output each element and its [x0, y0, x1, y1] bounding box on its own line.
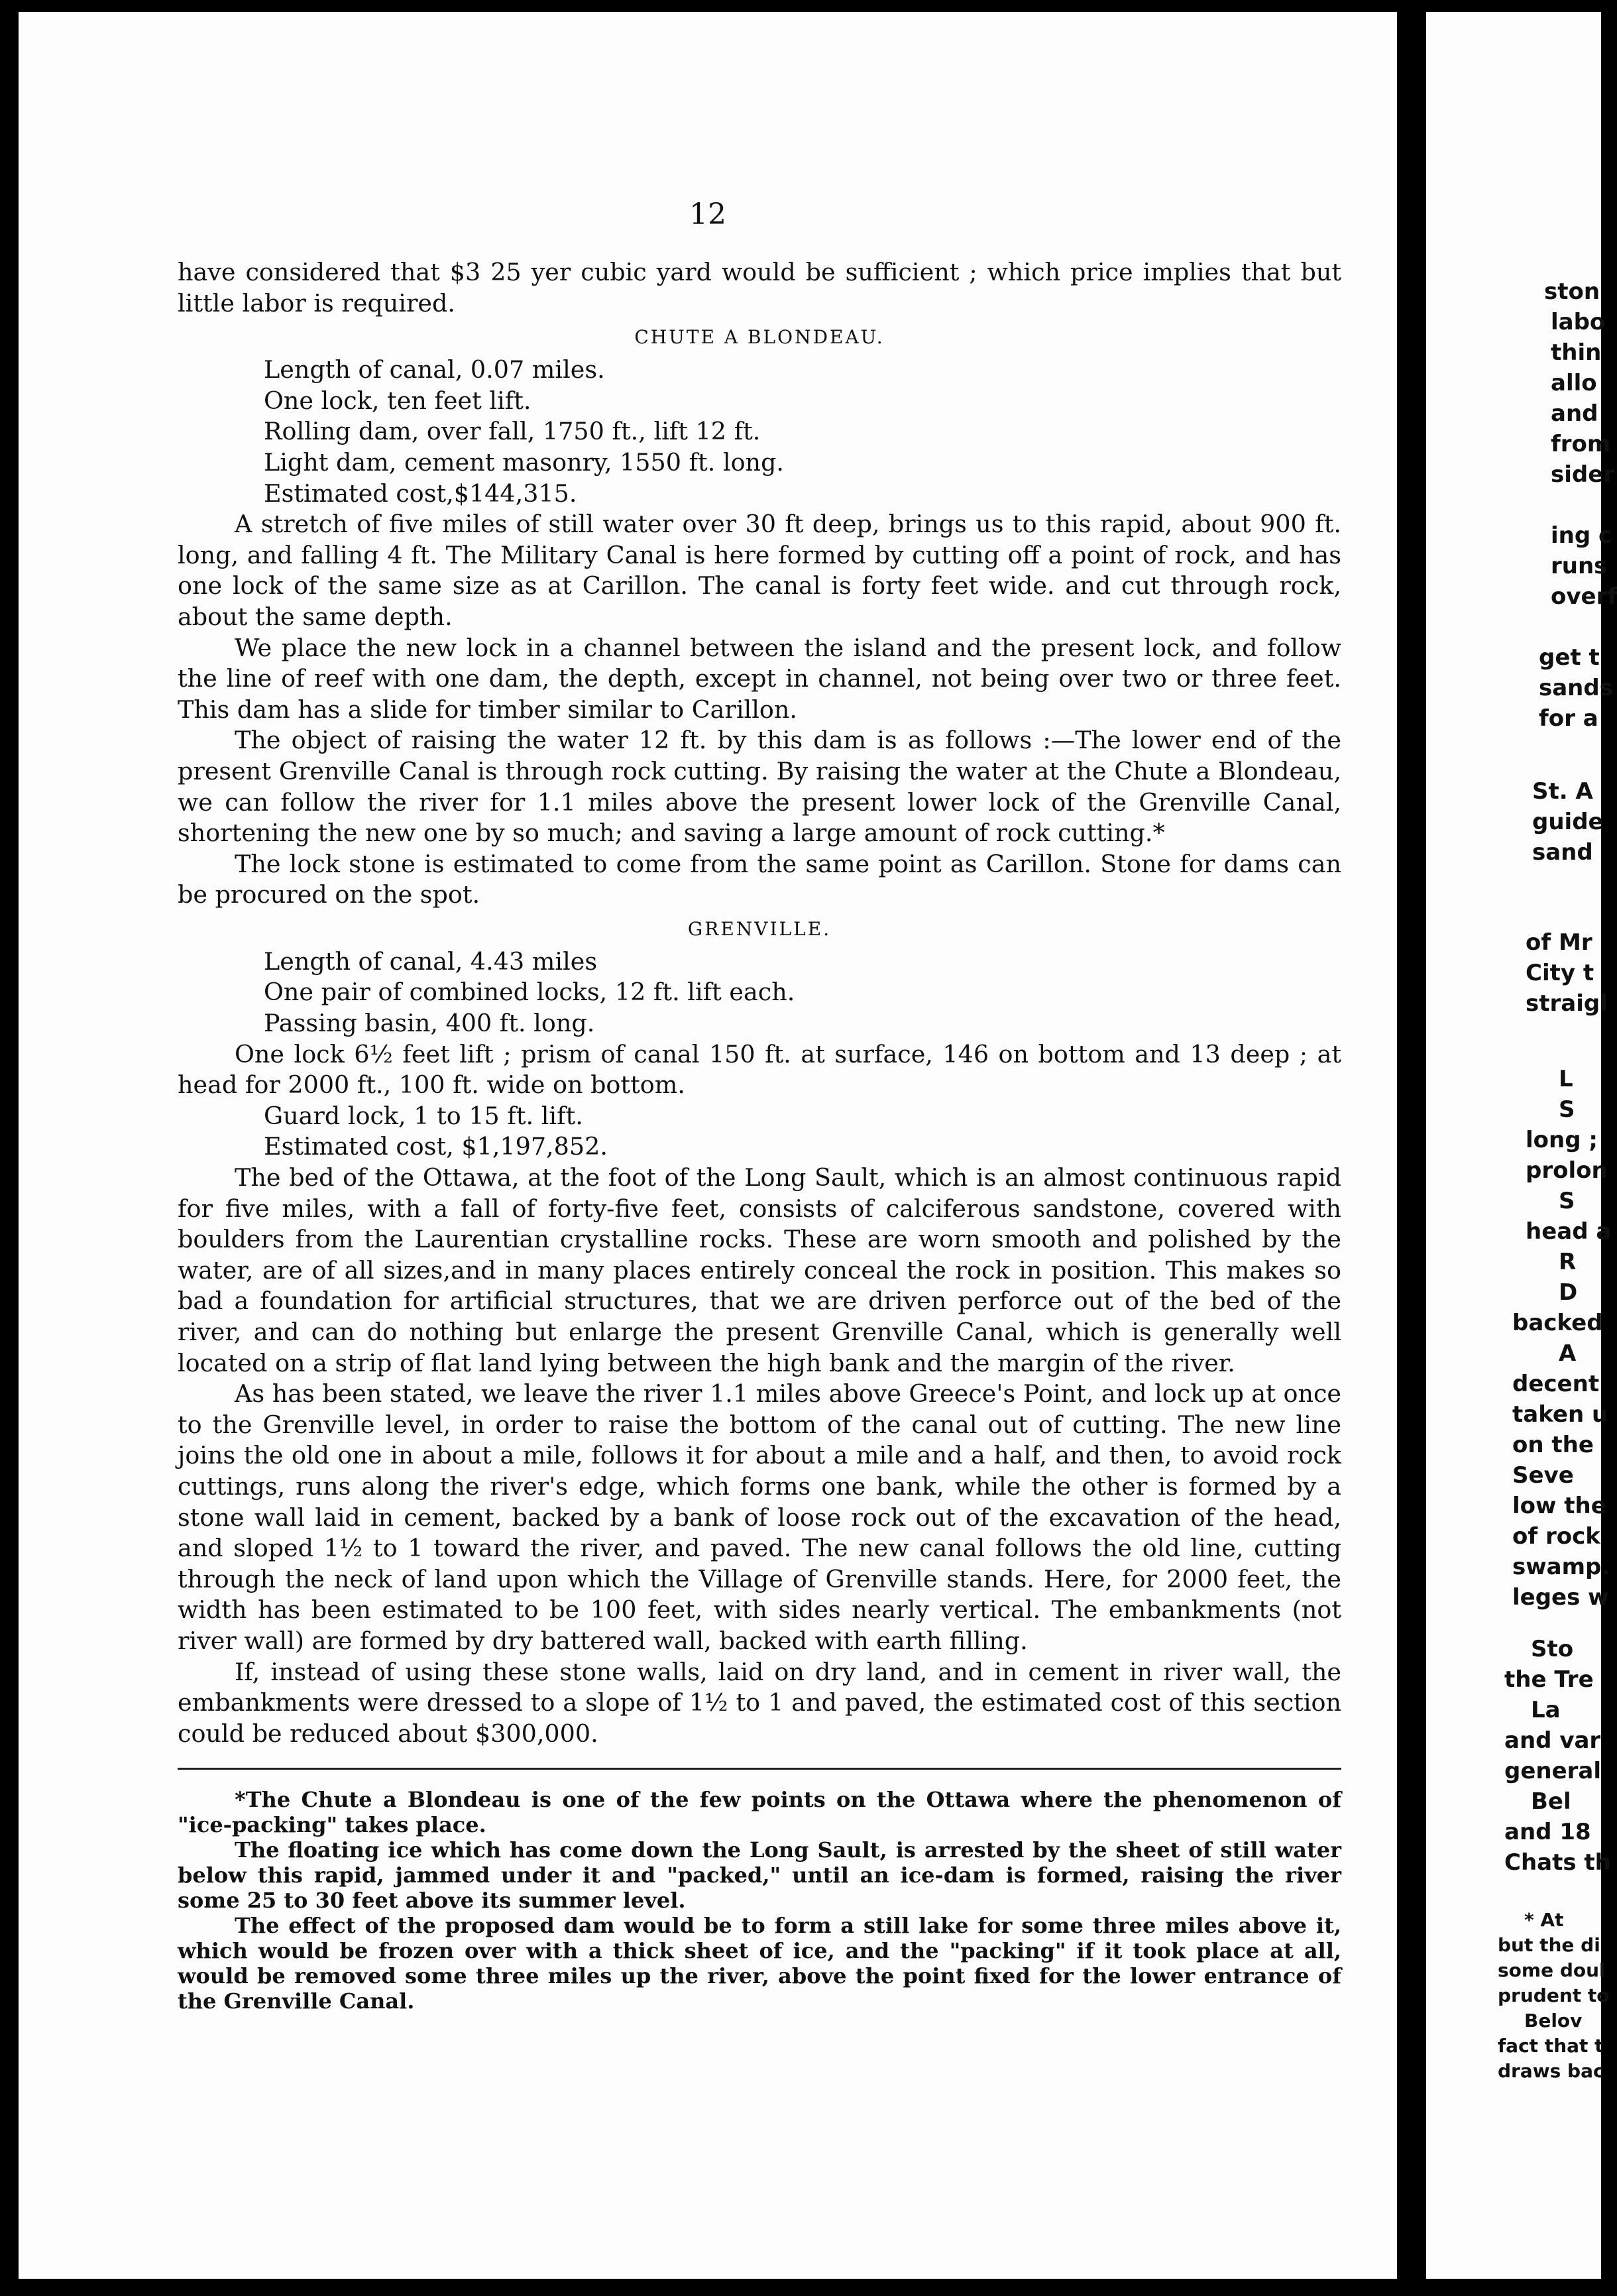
fragment-line: and [1551, 400, 1598, 427]
spec-line: Guard lock, 1 to 15 ft. lift. [264, 1101, 583, 1130]
fragment-line: of rock [1512, 1523, 1600, 1550]
fragment-footnote-line: * At [1524, 1909, 1564, 1931]
fragment-footnote-line: fact that t [1498, 2035, 1604, 2057]
main-page [19, 12, 1397, 2279]
fragment-line: allo [1551, 370, 1597, 396]
spec-line: Estimated cost,$144,315. [264, 479, 577, 508]
body-paragraph: The object of raising the water 12 ft. by this dam is as follows :—The lower end of the present Grenville Canal is through rock cutting. By raising the water at the Chute a Blondeau, we can follow the river for 1.1 miles above the present lower lock of the Grenville Canal, shortening the new one by so much; and saving a large amount of rock cutting.* [178, 726, 1341, 848]
fragment-line: D [1559, 1279, 1578, 1306]
fragment-line: sand [1532, 839, 1593, 866]
spec-line: Length of canal, 0.07 miles. [264, 355, 605, 384]
spec-line: One lock, ten feet lift. [264, 386, 531, 415]
page-number: 12 [689, 198, 726, 231]
lock-spec-paragraph: One lock 6½ feet lift ; prism of canal 150 ft. at surface, 146 on bottom and 13 deep ; at head for 2000 ft., 100 ft. wide on bottom. [178, 1039, 1341, 1100]
fragment-line: overf [1551, 583, 1617, 610]
body-paragraph: A stretch of five miles of still water over 30 ft deep, brings us to this rapid, about 900 ft. long, and falling 4 ft. The Military Canal is here formed by cutting off a point of rock, and has one lock of the same size as at Carillon. The canal is forty feet wide. and cut through rock, about the same depth. [178, 510, 1341, 631]
intro-paragraph: have considered that $3 25 yer cubic yard would be sufficient ; which price implies that but little labor is required. [178, 258, 1341, 317]
fragment-line: sands [1539, 675, 1613, 701]
adjacent-page-fragment [1426, 12, 1617, 2279]
fragment-line: prolon [1526, 1157, 1608, 1184]
spec-line: Passing basin, 400 ft. long. [264, 1009, 595, 1038]
section-heading-grenville: GRENVILLE. [687, 917, 832, 940]
fragment-line: for a [1539, 705, 1598, 732]
fragment-line: swamp. [1512, 1554, 1610, 1580]
body-paragraph: The lock stone is estimated to come from the same point as Carillon. Stone for dams can be procured on the spot. [178, 849, 1341, 909]
fragment-line: Chats th [1504, 1849, 1611, 1876]
fragment-line: Bel [1531, 1788, 1571, 1815]
fragment-line: and 18 [1504, 1819, 1591, 1845]
fragment-line: Seve [1512, 1462, 1574, 1489]
fragment-line: long ; [1526, 1127, 1598, 1153]
spec-line: Length of canal, 4.43 miles [264, 947, 598, 976]
spec-line: Estimated cost, $1,197,852. [264, 1132, 608, 1161]
spec-line: Light dam, cement masonry, 1550 ft. long. [264, 447, 785, 477]
fragment-line: labo [1551, 309, 1606, 335]
fragment-line: decent [1512, 1371, 1600, 1397]
footnote: The floating ice which has come down the Long Sault, is arrested by the sheet of still water below this rapid, jammed under it and "packed," until an ice-dam is formed, raising the river some 25 to 30 feet above its summer level. [178, 1837, 1341, 1914]
body-paragraph: The bed of the Ottawa, at the foot of the Long Sault, which is an almost continuous rapid for five miles, with a fall of forty-five feet, consists of calciferous sandstone, covered with boulders from the Laurentian crystalline rocks. These are worn smooth and polished by the water, are of all sizes,and in many places entirely conceal the rock in position. This makes so bad a foundation for artificial structures, that we are driven perforce out of the bed of the river, and can do nothing but enlarge the present Grenville Canal, which is generally well located on a strip of flat land lying between the high bank and the margin of the river. [178, 1163, 1341, 1377]
spec-line: Rolling dam, over fall, 1750 ft., lift 12 ft. [264, 417, 761, 446]
fragment-footnote-line: some doul [1498, 1959, 1606, 1981]
fragment-line: the Tre [1504, 1666, 1594, 1693]
fragment-line: head a [1526, 1218, 1612, 1245]
fragment-line: thin [1551, 339, 1602, 366]
fragment-line: City t [1526, 960, 1594, 986]
fragment-line: A [1559, 1340, 1577, 1367]
fragment-line: L [1559, 1066, 1573, 1092]
footnote: The effect of the proposed dam would be to form a still lake for some three miles above it, which would be frozen over with a thick sheet of ice, and the "packing" if it took place at all, would be removed some three miles up the river, above the point fixed for the lower entrance of the Grenville Canal. [178, 1913, 1341, 2014]
fragment-line: guide [1532, 809, 1604, 835]
fragment-line: taken u [1512, 1401, 1608, 1428]
fragment-footnote-line: Belov [1524, 2010, 1583, 2032]
fragment-line: low the [1512, 1493, 1606, 1519]
fragment-line: straigl [1526, 990, 1608, 1017]
fragment-line: ston [1544, 278, 1600, 305]
fragment-line: sider [1551, 461, 1615, 488]
fragment-line: and var [1504, 1727, 1601, 1754]
fragment-line: runs [1551, 553, 1608, 579]
fragment-line: general [1504, 1758, 1602, 1784]
fragment-line: of Mr [1526, 929, 1592, 956]
fragment-line: S [1559, 1188, 1575, 1214]
fragment-line: La [1531, 1697, 1561, 1723]
section-heading-chute-a-blondeau: CHUTE A BLONDEAU. [634, 326, 885, 349]
fragment-line: ing c [1551, 522, 1612, 549]
body-paragraph: As has been stated, we leave the river 1.1 miles above Greece's Point, and lock up at once to the Grenville level, in order to raise the bottom of the canal out of cutting. The new line joins the old one in about a mile, follows it for about a mile and a half, and then, to avoid rock cuttings, runs along the river's edge, which forms one bank, while the other is formed by a stone wall laid in cement, backed by a bank of loose rock out of the excavation of the head, and sloped 1½ to 1 toward the river, and paved. The new canal follows the old line, cutting through the neck of land upon which the Village of Grenville stands. Here, for 2000 feet, the width has been estimated to be 100 feet, with sides nearly vertical. The embankments (not river wall) are formed by dry battered wall, backed with earth filling. [178, 1379, 1341, 1655]
fragment-line: backed [1512, 1310, 1603, 1336]
spec-line: One pair of combined locks, 12 ft. lift each. [264, 978, 795, 1007]
fragment-footnote-line: prudent to [1498, 1984, 1610, 2006]
footnote: *The Chute a Blondeau is one of the few points on the Ottawa where the phenomenon of "ice-packing" takes place. [178, 1787, 1341, 1838]
fragment-line: get t [1539, 644, 1600, 671]
fragment-line: St. A [1532, 778, 1593, 805]
footnotes [178, 1787, 1341, 2014]
fragment-line: on the [1512, 1432, 1594, 1458]
body-paragraph: We place the new lock in a channel between the island and the present lock, and follow the line of reef with one dam, the depth, except in channel, not being over two or three feet. This dam has a slide for timber similar to Carillon. [178, 633, 1341, 724]
page-text [178, 257, 1341, 2014]
fragment-line: R [1559, 1249, 1577, 1275]
fragment-footnote-line: but the di [1498, 1934, 1600, 1956]
fragment-line: Sto [1531, 1636, 1574, 1662]
fragment-footnote-line: draws bac [1498, 2060, 1604, 2082]
footnote-divider [178, 1768, 1341, 1770]
fragment-line: from [1551, 431, 1611, 457]
body-paragraph: If, instead of using these stone walls, laid on dry land, and in cement in river wall, the embankments were dressed to a slope of 1½ to 1 and paved, the estimated cost of this section could be reduced about $300,000. [178, 1657, 1341, 1748]
fragment-line: S [1559, 1096, 1575, 1123]
fragment-line: leges w [1512, 1584, 1609, 1611]
